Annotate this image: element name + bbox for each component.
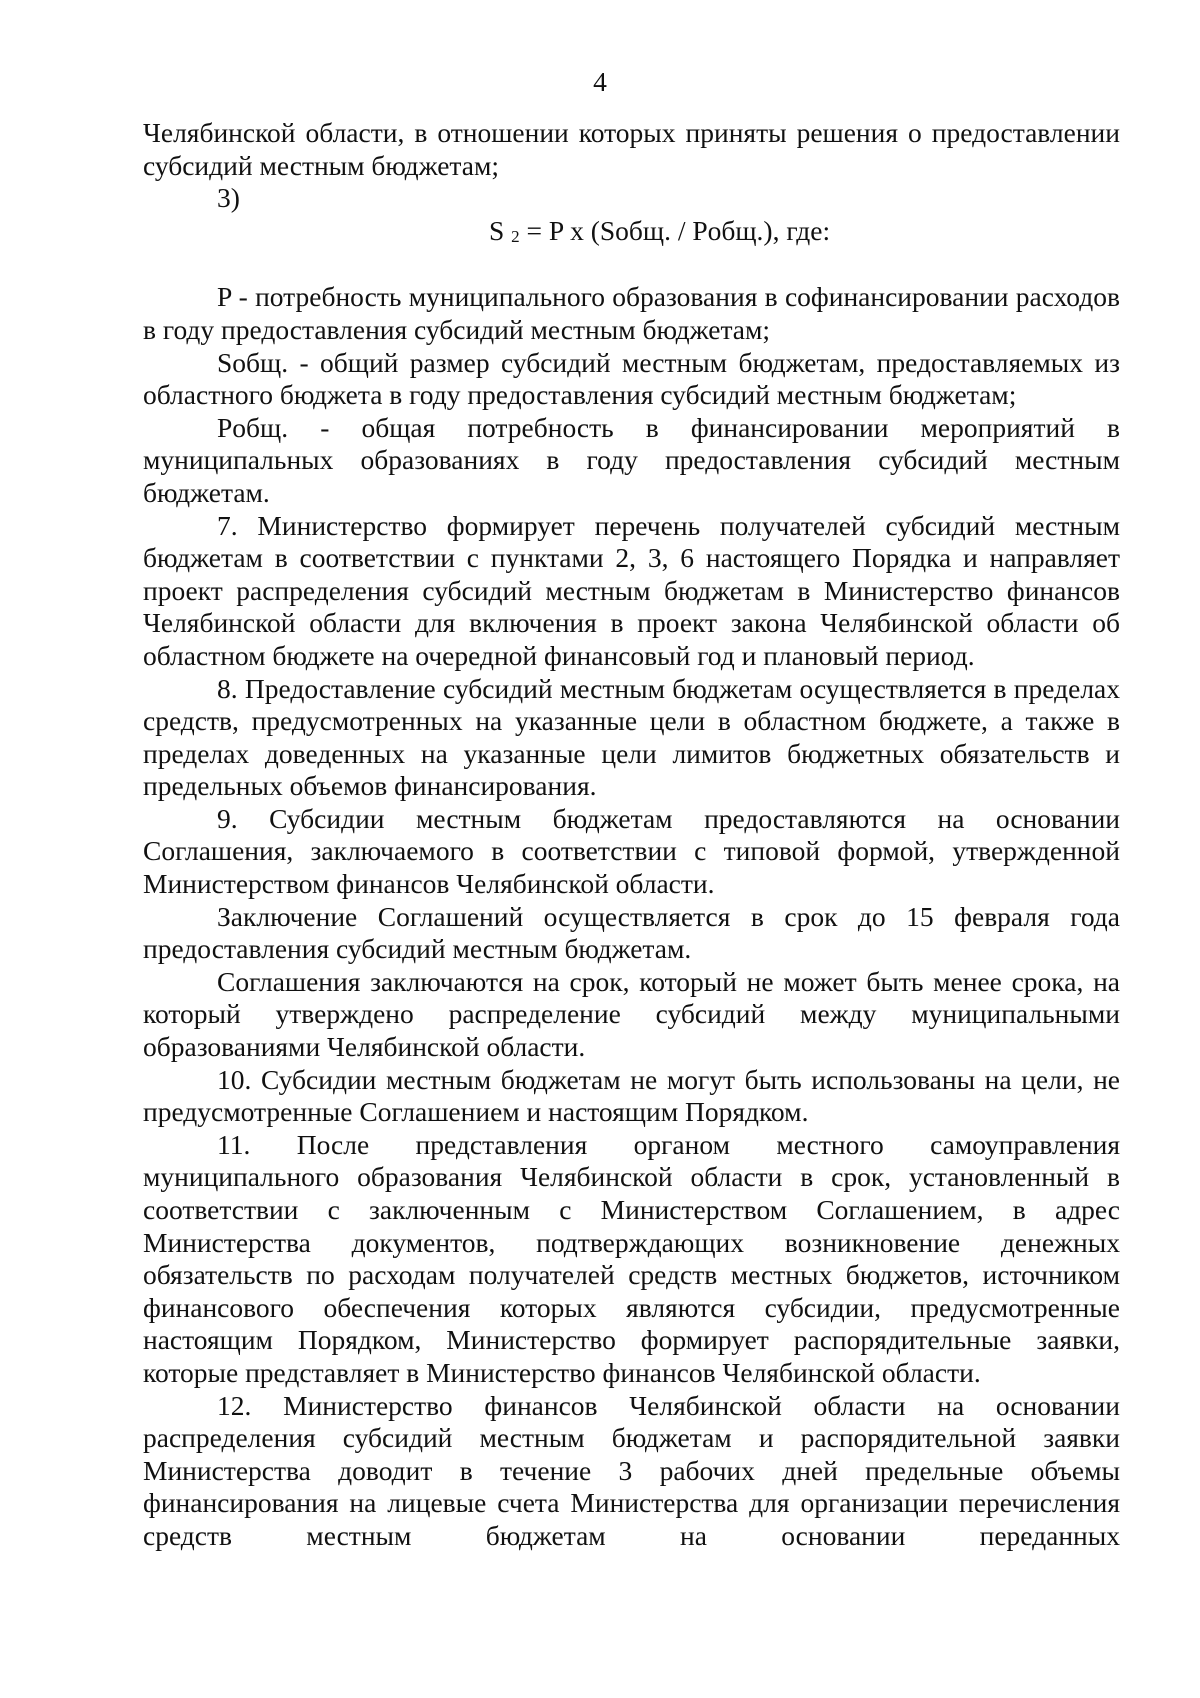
clause-10: 10. Субсидии местным бюджетам не могут быть использованы на цели, не предусмотренные Соглашением и настоящим Порядком. (143, 1063, 1120, 1128)
formula-lhs: S (489, 214, 512, 246)
list-item-3: 3) (217, 182, 240, 214)
page-number: 4 (593, 66, 607, 97)
blank-line (143, 247, 1120, 281)
formula-rhs: = P x (Sобщ. / Pобщ.), где: (519, 214, 831, 246)
paragraph-continuation: Челябинской области, в отношении которых приняты решения о предоставлении субсидий местным бюджетам; (143, 117, 1120, 181)
clause-9-agreement-deadline: Заключение Соглашений осуществляется в срок до 15 февраля года предоставления субсидий местным бюджетам. (143, 900, 1120, 965)
definition-p: P - потребность муниципального образования в софинансировании расходов в году предоставления субсидий местным бюджетам; (143, 281, 1120, 345)
document-body (143, 117, 1120, 1553)
clause-9: 9. Субсидии местным бюджетам предоставляются на основании Соглашения, заключаемого в соответствии с типовой формой, утвержденной Министерством финансов Челябинской области. (143, 802, 1120, 900)
formula-subscript: 2 (511, 226, 520, 246)
definition-s-total: Sобщ. - общий размер субсидий местным бюджетам, предоставляемых из областного бюджета в году предоставления субсидий местным бюджетам; (143, 346, 1120, 411)
clause-8: 8. Предоставление субсидий местным бюджетам осуществляется в пределах средств, предусмотренных на указанные цели в областном бюджете, а также в пределах доведенных на указанные цели лимитов бюджетных обязательств и предельных объемов финансирования. (143, 672, 1120, 802)
clause-7: 7. Министерство формирует перечень получателей субсидий местным бюджетам в соответствии с пунктами 2, 3, 6 настоящего Порядка и направляет проект распределения субсидий местным бюджетам в Министерство финансов Челябинской области для включения в проект закона Челябинской области об областном бюджете на очередной финансовый год и плановый период. (143, 509, 1120, 671)
definition-p-total: Pобщ. - общая потребность в финансировании мероприятий в муниципальных образованиях в году предоставления субсидий местным бюджетам. (143, 411, 1120, 508)
formula (143, 215, 1120, 248)
clause-12: 12. Министерство финансов Челябинской области на основании распределения субсидий местным бюджетам и распорядительной заявки Министерства доводит в течение 3 рабочих дней предельные объемы финансирования на лицевые счета Министерства для организации перечисления средств местным бюджетам на основании переданных (143, 1389, 1120, 1551)
clause-11: 11. После представления органом местного самоуправления муниципального образования Челябинской области в срок, установленный в соответствии с заключенным с Министерством Соглашением, в адрес Министерства документов, подтверждающих возникновение денежных обязательств по расходам получателей средств местных бюджетов, источником финансового обеспечения которых являются субсидии, предусмотренные настоящим Порядком, Министерство формирует распорядительные заявки, которые представляет в Министерство финансов Челябинской области. (143, 1128, 1120, 1388)
clause-9-agreement-term: Соглашения заключаются на срок, который не может быть менее срока, на который утверждено распределение субсидий между муниципальными образованиями Челябинской области. (143, 965, 1120, 1063)
